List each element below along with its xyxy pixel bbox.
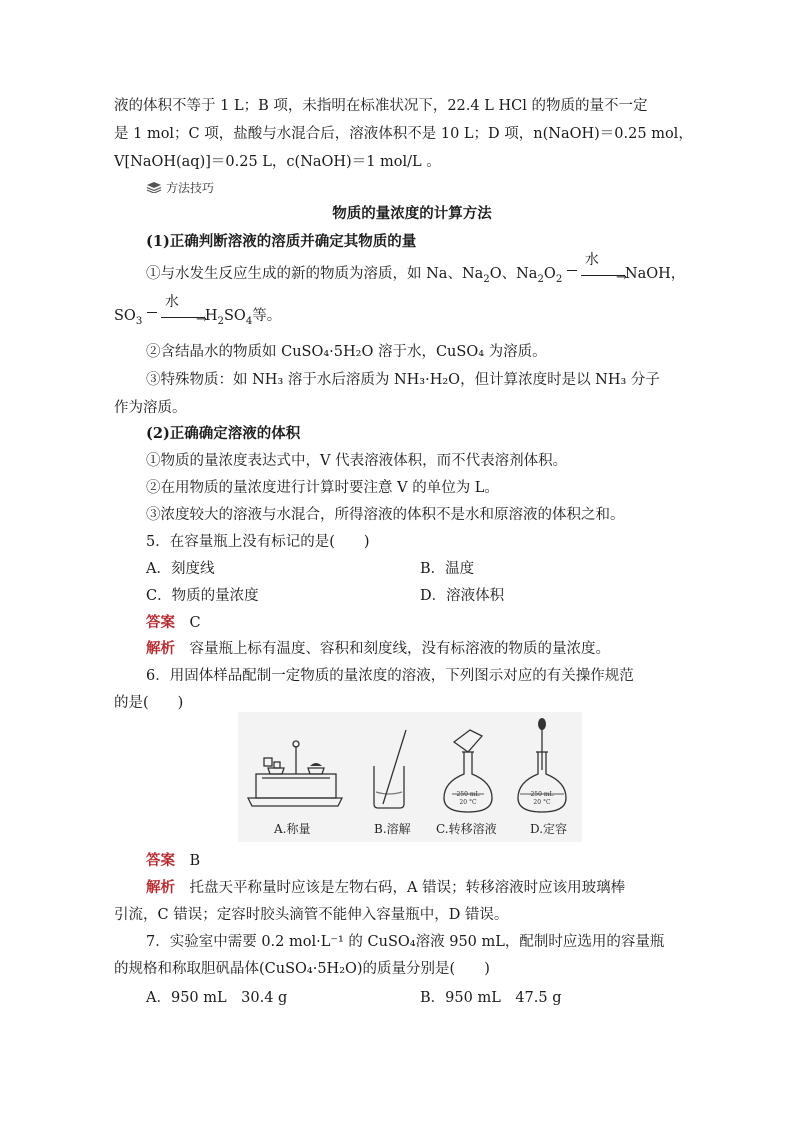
analysis: 解析 容量瓶上标有温度、容积和刻度线，没有标溶液的物质的量浓度。	[146, 640, 610, 657]
subheading: (2)正确确定溶液的体积	[146, 425, 301, 442]
svg-text:20 °C: 20 °C	[459, 799, 477, 806]
text-line: 是 1 mol；C 项，盐酸与水混合后，溶液体积不是 10 L；D 项，n(NaOH)＝0.25 mol，	[114, 126, 693, 142]
text-line: ③浓度较大的溶液与水混合，所得溶液的体积不是水和原溶液的体积之和。	[146, 507, 625, 523]
subheading: (1)正确判断溶液的溶质并确定其物质的量	[146, 233, 417, 250]
question-stem: 6．用固体样品配制一定物质的量浓度的溶液，下列图示对应的有关操作规范	[146, 668, 634, 684]
text-line: ②在用物质的量浓度进行计算时要注意 V 的单位为 L。	[146, 480, 499, 496]
figure-label-d: D.定容	[530, 822, 568, 836]
option-a: A．950 mL 30.4 g	[146, 990, 288, 1006]
reaction-arrow: 水 →	[147, 306, 205, 326]
figure-label-c: C.转移溶液	[436, 822, 497, 836]
option-c: C．物质的量浓度	[146, 588, 259, 604]
figure-label-b: B.溶解	[374, 822, 411, 836]
section-title: 物质的量浓度的计算方法	[332, 205, 492, 222]
text-line: V[NaOH(aq)]＝0.25 L，c(NaOH)＝1 mol/L 。	[114, 154, 441, 170]
method-tip-label: 方法技巧	[146, 178, 214, 199]
stack-icon	[146, 179, 162, 199]
option-d: D．溶液体积	[420, 588, 505, 604]
reaction-arrow: 水 →	[567, 264, 625, 284]
option-a: A．刻度线	[146, 561, 215, 577]
text-line: ②含结晶水的物质如 CuSO₄·5H₂O 溶于水，CuSO₄ 为溶质。	[146, 344, 547, 360]
analysis: 解析 托盘天平称量时应该是左物右码，A 错误；转移溶液时应该用玻璃棒	[146, 879, 626, 896]
text-line: 液的体积不等于 1 L；B 项，未指明在标准状况下，22.4 L HCl 的物质的量不一定	[114, 98, 648, 114]
answer: 答案 C	[146, 614, 201, 631]
svg-text:250 mL: 250 mL	[456, 791, 480, 798]
svg-text:20 °C: 20 °C	[533, 799, 551, 806]
text-line: $SO_3$ 水 → $H_2SO_4$等。	[114, 294, 282, 327]
svg-text:250 mL: 250 mL	[530, 791, 554, 798]
text-line: ①与水发生反应生成的新的物质为溶质，如 Na、$Na_2O$、$Na_2O_2$ 水 → NaOH，	[146, 252, 686, 285]
option-b: B．温度	[420, 561, 475, 577]
question-stem: 7．实验室中需要 0.2 mol·L⁻¹ 的 CuSO₄溶液 950 mL，配制时应选用的容量瓶	[146, 934, 665, 950]
analysis: 引流，C 错误；定容时胶头滴管不能伸入容量瓶中，D 错误。	[114, 907, 509, 923]
lab-operations-figure	[238, 712, 582, 842]
text-line: ①物质的量浓度表达式中，V 代表溶液体积，而不代表溶剂体积。	[146, 453, 568, 469]
question-stem: 5．在容量瓶上没有标记的是( )	[146, 534, 370, 550]
text-line: 作为溶质。	[114, 400, 187, 416]
question-stem: 的是( )	[114, 695, 184, 711]
option-b: B．950 mL 47.5 g	[420, 990, 562, 1006]
figure-label-a: A.称量	[274, 822, 311, 836]
text-line: ③特殊物质：如 NH₃ 溶于水后溶质为 NH₃·H₂O，但计算浓度时是以 NH₃ 分子	[146, 372, 660, 388]
question-stem: 的规格和称取胆矾晶体(CuSO₄·5H₂O)的质量分别是( )	[114, 961, 490, 977]
answer: 答案 B	[146, 852, 201, 869]
